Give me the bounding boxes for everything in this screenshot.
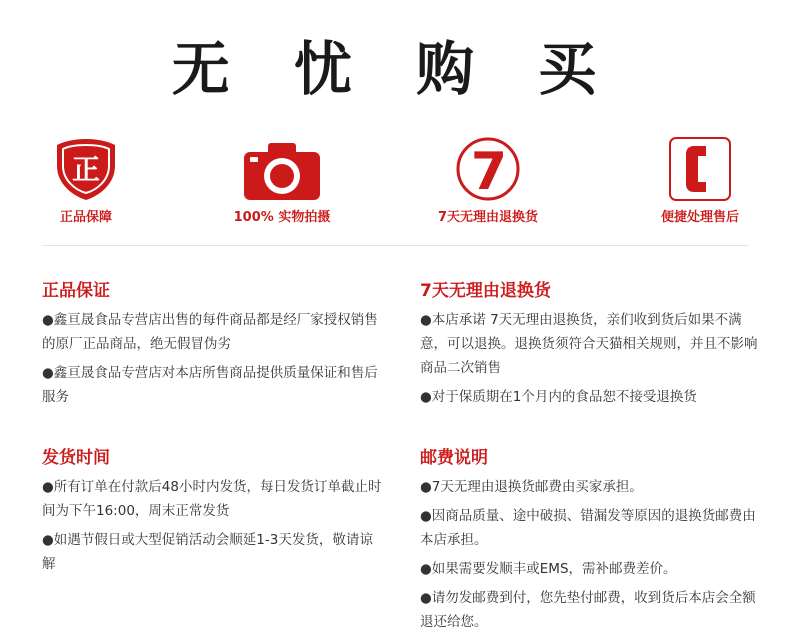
section-returns — [420, 280, 760, 414]
section-item: ●请勿发邮费到付，您先垫付邮费，收到货后本店会全额退还给您。 — [420, 590, 756, 630]
section-item: ●所有订单在付款后48小时内发货，每日发货订单截止时间为下午16:00，周末正常发货 — [42, 479, 382, 519]
section-genuine — [42, 280, 382, 414]
section-title: 发货时间 — [42, 448, 110, 468]
section-title: 7天无理由退换货 — [420, 281, 551, 301]
feature-seven-day-return — [398, 136, 578, 225]
feature-genuine — [0, 136, 176, 225]
section-shipping — [42, 447, 382, 581]
feature-label: 7天无理由退换货 — [437, 210, 539, 225]
feature-real-photo — [192, 136, 372, 225]
section-title: 正品保证 — [42, 281, 110, 301]
section-item: ●鑫亘晟食品专营店对本店所售商品提供质量保证和售后服务 — [42, 365, 378, 405]
section-item: ●因商品质量、途中破损、错漏发等原因的退换货邮费由本店承担。 — [420, 508, 756, 548]
shield-icon — [0, 136, 176, 202]
section-postage — [420, 447, 760, 639]
feature-label: 正品保障 — [59, 210, 112, 225]
seven-glyph: 7 — [470, 142, 508, 202]
seven-days-icon — [398, 136, 578, 202]
shield-glyph: 正 — [71, 153, 101, 186]
section-item: ●7天无理由退换货邮费由买家承担。 — [420, 479, 643, 495]
camera-icon — [192, 136, 372, 202]
page-title: 无 忧 购 买 — [171, 35, 619, 103]
feature-label: 100% 实物拍摄 — [233, 210, 331, 225]
feature-label: 便捷处理售后 — [660, 210, 739, 225]
section-item: ●如遇节假日或大型促销活动会顺延1-3天发货，敬请谅解 — [42, 532, 373, 572]
phone-icon — [610, 136, 790, 202]
divider — [42, 245, 748, 246]
section-item: ●对于保质期在1个月内的食品恕不接受退换货 — [420, 389, 697, 405]
section-title: 邮费说明 — [420, 448, 488, 468]
section-item: ●鑫亘晟食品专营店出售的每件商品都是经厂家授权销售的原厂正品商品，绝无假冒伪劣 — [42, 312, 378, 352]
section-item: ●如果需要发顺丰或EMS，需补邮费差价。 — [420, 561, 677, 577]
feature-after-sales — [610, 136, 790, 225]
section-item: ●本店承诺 7天无理由退换货，亲们收到货后如果不满意，可以退换。退换货须符合天猫相关规则，并且不影响商品二次销售 — [420, 312, 758, 376]
